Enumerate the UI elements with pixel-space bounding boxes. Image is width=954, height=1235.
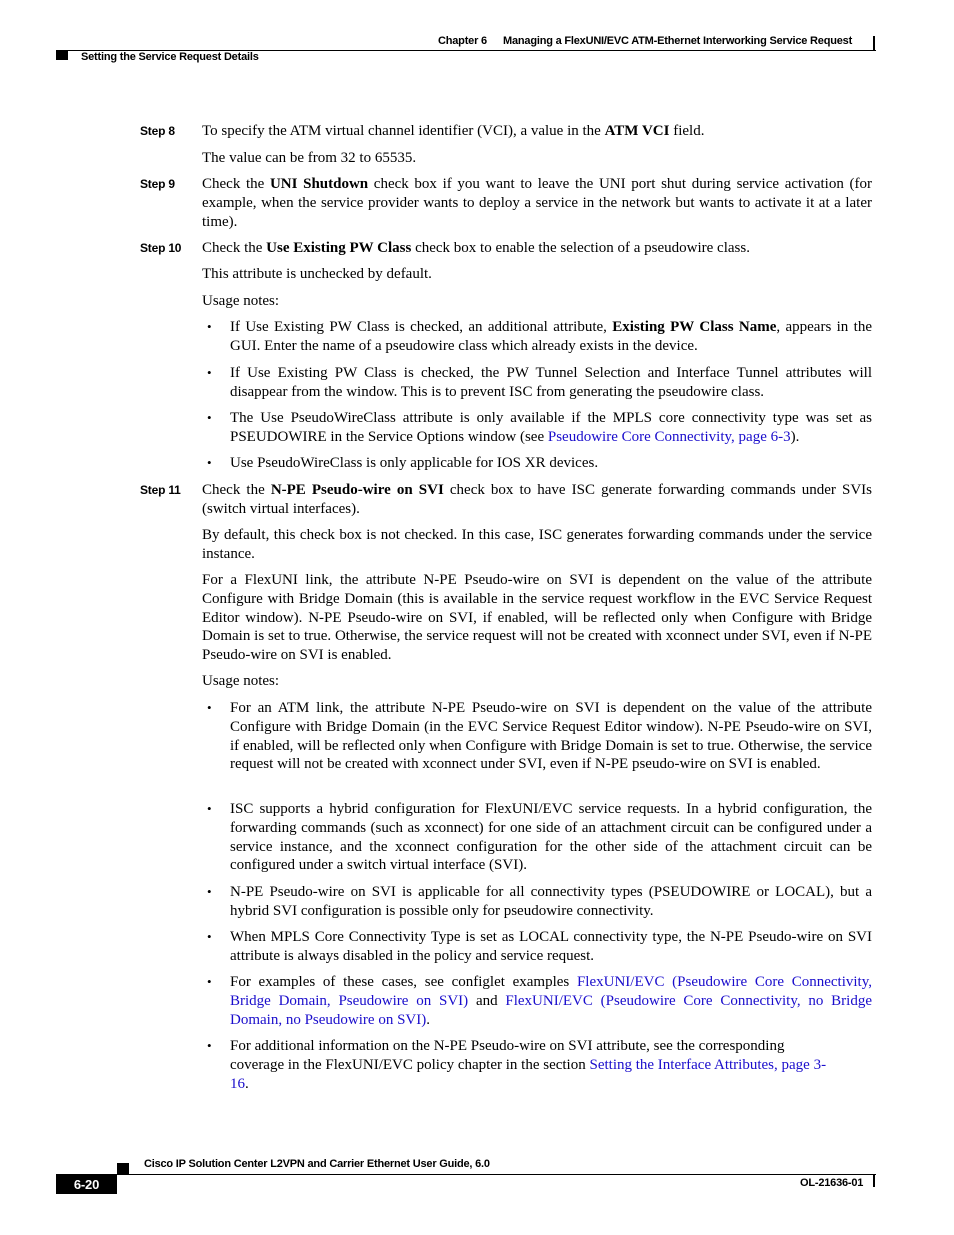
bullet-icon: • bbox=[207, 929, 212, 944]
footer-doc-id: OL-21636-01 bbox=[800, 1177, 864, 1189]
step-10-label: Step 10 bbox=[140, 241, 182, 255]
list-item: Use PseudoWireClass is only applicable for IOS XR devices. bbox=[230, 455, 599, 471]
step-11-flexuni-note: For a FlexUNI link, the attribute N-PE Pseudo-wire on SVI is dependent on the value of the attribute Configure with Bridge Domain (this is available in the service request workflow in the EVC Service Request Editor window). N-PE Pseudo-wire on SVI, if enabled, will be reflected only when Configure with Bridge Domain is set to true. Otherwise, the service request will not be created with xconnect under SVI, even if N-PE Pseudo-wire on SVI is enabled. bbox=[202, 572, 872, 664]
bullet-icon: • bbox=[207, 319, 212, 334]
list-item: For an ATM link, the attribute N-PE Pseudo-wire on SVI is dependent on the value of the attribute Configure with Bridge Domain (in the EVC Service Request Editor window). N-PE Pseudo-wire on SVI, if enabled, will be reflected only when Configure with Bridge Domain is set to true. Otherwise, the service request will not be created with xconnect under SVI, even if N-PE pseudo-wire on SVI is enabled. bbox=[230, 700, 872, 773]
configlet-example-link-no-bridge-domain[interactable]: FlexUNI/EVC (Pseudowire Core Connectivity, no Bridge Domain, no Pseudowire on SVI) bbox=[230, 992, 872, 1028]
step-8-note: The value can be from 32 to 65535. bbox=[202, 150, 417, 166]
footer-block-marker bbox=[117, 1163, 129, 1174]
header-block-marker bbox=[56, 50, 68, 60]
bullet-icon: • bbox=[207, 365, 212, 380]
bullet-icon: • bbox=[207, 700, 212, 715]
step-11-default-note: By default, this check box is not checked. In this case, ISC generates forwarding commands under the service instance. bbox=[202, 527, 872, 562]
step-9-text: Check the UNI Shutdown check box if you want to leave the UNI port shut during service activation (for example, when the service provider wants to deploy a service in the network but wants to activate it at a later time). bbox=[202, 176, 872, 230]
step-10-usage-notes: Usage notes: bbox=[202, 293, 280, 309]
header-right-tick bbox=[873, 36, 875, 50]
bullet-icon: • bbox=[207, 455, 212, 470]
bullet-icon: • bbox=[207, 410, 212, 425]
header-section: Setting the Service Request Details bbox=[81, 51, 259, 63]
configlet-example-link-bridge-domain[interactable]: FlexUNI/EVC (Pseudowire Core Connectivity, Bridge Domain, Pseudowire on SVI) bbox=[230, 974, 872, 1009]
step-11-usage-notes: Usage notes: bbox=[202, 673, 280, 689]
footer-right-tick bbox=[873, 1174, 875, 1187]
step-10-text: Check the Use Existing PW Class check box to enable the selection of a pseudowire class. bbox=[202, 240, 750, 256]
list-item: The Use PseudoWireClass attribute is only available if the MPLS core connectivity type was set as PSEUDOWIRE in the Service Options window (see Pseudowire Core Connectivity, page 6-3). bbox=[230, 410, 872, 445]
list-item: ISC supports a hybrid configuration for FlexUNI/EVC service requests. In a hybrid configuration, the forwarding commands (such as xconnect) for one side of an attachment circuit can be configured under a service instance, and the xconnect configuration for the other side of the attachment circuit can be configured under a switch virtual interface (SVI). bbox=[230, 801, 872, 874]
step-11-label: Step 11 bbox=[140, 483, 181, 497]
bullet-icon: • bbox=[207, 801, 212, 816]
interface-attributes-link[interactable]: Setting the Interface Attributes, page 3-16 bbox=[230, 1056, 827, 1092]
list-item: For additional information on the N-PE Pseudo-wire on SVI attribute, see the corresponding coverage in the FlexUNI/EVC policy chapter in the section Setting the Interface Attributes, page 3-16. bbox=[230, 1038, 827, 1092]
bullet-icon: • bbox=[207, 1038, 212, 1053]
footer-rule bbox=[56, 1174, 876, 1175]
list-item: If Use Existing PW Class is checked, an additional attribute, Existing PW Class Name, appears in the GUI. Enter the name of a pseudowire class which already exists in the device. bbox=[230, 319, 872, 354]
pseudowire-core-connectivity-link[interactable]: Pseudowire Core Connectivity, page 6-3 bbox=[547, 428, 791, 445]
step-10-default-note: This attribute is unchecked by default. bbox=[202, 266, 432, 282]
bullet-icon: • bbox=[207, 974, 212, 989]
list-item: For examples of these cases, see configlet examples FlexUNI/EVC (Pseudowire Core Connectivity, Bridge Domain, Pseudowire on SVI) and FlexUNI/EVC (Pseudowire Core Connectivity, no Bridge Domain, no Pseudowire on SVI). bbox=[230, 974, 872, 1028]
footer-page-number: 6-20 bbox=[73, 1177, 100, 1192]
step-8-text: To specify the ATM virtual channel identifier (VCI), a value in the ATM VCI field. bbox=[202, 123, 705, 139]
list-item: N-PE Pseudo-wire on SVI is applicable for all connectivity types (PSEUDOWIRE or LOCAL), but a hybrid SVI configuration is possible only for pseudowire connectivity. bbox=[230, 884, 872, 919]
step-8-label: Step 8 bbox=[140, 124, 175, 138]
header-chapter: Chapter 6 bbox=[438, 35, 487, 47]
bullet-icon: • bbox=[207, 884, 212, 899]
step-9-label: Step 9 bbox=[140, 177, 175, 191]
footer-book-title: Cisco IP Solution Center L2VPN and Carrier Ethernet User Guide, 6.0 bbox=[144, 1158, 490, 1170]
list-item: If Use Existing PW Class is checked, the PW Tunnel Selection and Interface Tunnel attributes will disappear from the window. This is to prevent ISC from generating the pseudowire class. bbox=[230, 365, 872, 400]
header-chapter-title: Managing a FlexUNI/EVC ATM-Ethernet Interworking Service Request bbox=[503, 35, 853, 47]
list-item: When MPLS Core Connectivity Type is set as LOCAL connectivity type, the N-PE Pseudo-wire on SVI attribute is always disabled in the policy and service request. bbox=[230, 929, 872, 964]
step-11-text: Check the N-PE Pseudo-wire on SVI check box to have ISC generate forwarding commands under SVIs (switch virtual interfaces). bbox=[202, 482, 872, 517]
